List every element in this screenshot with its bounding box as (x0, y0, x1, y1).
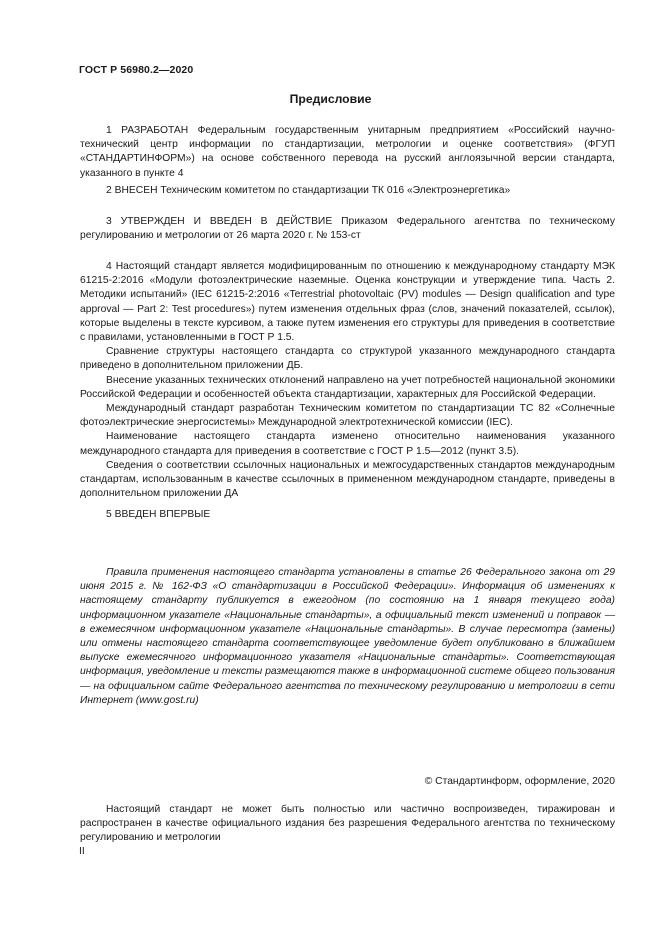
reproduction-block (80, 803, 615, 846)
document-header: ГОСТ Р 56980.2—2020 (79, 64, 194, 76)
reproduction-text: Настоящий стандарт не может быть полностью или частично воспроизведен, тиражирован и распространен в качестве официального издания без разрешения Федерального агентства по техническому регулированию и метрологии (80, 804, 615, 844)
page-number: II (79, 846, 85, 857)
item-3 (80, 215, 615, 243)
item-4-paragraph: Сравнение структуры настоящего стандарта со структурой указанного международного стандарта приведено в дополнительном приложении ДБ. (80, 346, 615, 372)
page-title: Предисловие (289, 92, 372, 106)
item-2 (80, 184, 615, 198)
item-4 (80, 260, 615, 501)
notice-text: Правила применения настоящего стандарта установлены в статье 26 Федерального закона от 29 июня 2015 г. № 162-ФЗ «О стандартизации в Российской Федерации». Информация об изменениях к настоящему стандарту публикуется в ежегодном (по состоянию на 1 января текущего года) информационном указателе «Национальные стандарты», а официальный текст изменений и поправок — в ежемесячном информационном указателе «Национальные стандарты». В случае пересмотра (замены) или отмены настоящего стандарта соответствующее уведомление будет опубликовано в ближайшем выпуске ежемесячного информационного указателя «Национальные стандарты». Соответствующая информация, уведомление и тексты размещаются также в информационной системе общего пользования — на официальном сайте Федерального агентства по техническому регулированию и метрологии в сети Интернет (www.gost.ru) (80, 567, 615, 706)
item-4-paragraph: Международный стандарт разработан Техническим комитетом по стандартизации ТС 82 «Солнечные фотоэлектрические энергосистемы» Международной электротехнической комиссии (IEC). (80, 403, 615, 429)
item-3-text: 3 УТВЕРЖДЕН И ВВЕДЕН В ДЕЙСТВИЕ Приказом Федерального агентства по техническому регулированию и метрологии от 26 марта 2020 г. № 153-ст (80, 216, 615, 242)
item-4-paragraph: Сведения о соответствии ссылочных национальных и межгосударственных стандартов международным стандартам, использованным в качестве ссылочных в примененном международном стандарте, приведены в дополнительном приложении ДА (80, 459, 615, 500)
item-5-text: 5 ВВЕДЕН ВПЕРВЫЕ (106, 509, 211, 520)
item-1 (80, 124, 615, 181)
copyright-line: © Стандартинформ, оформление, 2020 (424, 776, 615, 787)
item-5 (80, 508, 615, 522)
item-1-text: 1 РАЗРАБОТАН Федеральным государственным унитарным предприятием «Российский научно-технический центр информации по стандартизации, метрологии и оценке соответствия» (ФГУП «СТАНДАРТИНФОРМ») на основе собственного перевода на русский англоязычной версии стандарта, указанного в пункте 4 (80, 125, 615, 179)
item-2-text: 2 ВНЕСЕН Техническим комитетом по стандартизации ТК 016 «Электроэнергетика» (106, 185, 511, 196)
item-4-paragraph: Наименование настоящего стандарта изменено относительно наименования указанного международного стандарта для приведения в соответствие с ГОСТ Р 1.5—2012 (пункт 3.5). (80, 431, 615, 457)
notice-block (80, 566, 615, 708)
item-4-paragraph: Внесение указанных технических отклонений направлено на учет потребностей национальной экономики Российской Федерации и особенностей объекта стандартизации, характерных для Российской Федерации. (80, 374, 615, 400)
item-4-paragraph: 4 Настоящий стандарт является модифицированным по отношению к международному стандарту МЭК 61215-2:2016 «Модули фотоэлектрические наземные. Оценка конструкции и утверждение типа. Часть 2. Методики испытаний» (IEC 61215-2:2016 «Terrestrial photovoltaic (PV) modules — Design qualification and type approval — Part 2: Test procedures») путем изменения отдельных фраз (слов, значений показателей, ссылок), которые выделены в тексте курсивом, а также путем изменения его структуры для приведения в соответствие с правилами, установленными в ГОСТ Р 1.5. (80, 261, 615, 344)
